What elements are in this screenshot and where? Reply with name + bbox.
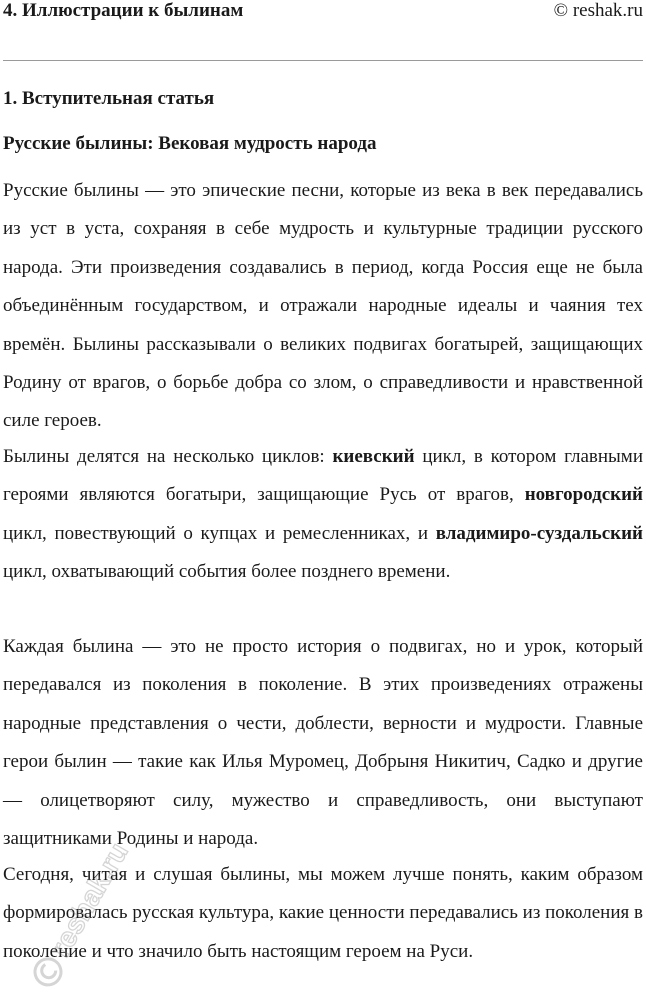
paragraph-cycles <box>3 438 643 592</box>
paragraph-text: цикл, повествующий о купцах и ремесленниках, и <box>3 522 436 544</box>
term-vladimir-suzdal-cycle: владимиро-суздальский <box>435 522 643 544</box>
header-divider <box>3 60 643 61</box>
article-title: Русские былины: Вековая мудрость народа <box>3 133 377 154</box>
paragraph-text: цикл, в котором главными героями являются богатыри, защищающие Русь от врагов, <box>3 446 643 506</box>
section-title: 1. Вступительная статья <box>3 88 215 109</box>
term-novgorod-cycle: новгородский <box>524 484 643 506</box>
paragraph-text: Былины делятся на несколько циклов: <box>3 446 333 467</box>
paragraph-lesson: Каждая былина — это не просто история о подвигах, но и урок, который передавался из поколения в поколение. В этих произведениях отражены народные представления о чести, доблести, верности и мудрости. Главные герои былин — такие как Илья Муромец, Добрыня Никитич, Садко и другие — олицетворяют силу, мужество и справедливость, они выступают защитниками Родины и народа. <box>3 636 643 850</box>
paragraph-today: Сегодня, читая и слушая былины, мы можем лучше понять, каким образом формировалась русская культура, какие ценности передавались из поколения в поколение и что значило быть настоящим героем на Руси. <box>3 864 643 962</box>
watermark-text: reshak.ru <box>44 837 135 963</box>
paragraph-text: цикл, охватывающий события более позднего времени. <box>3 561 451 583</box>
copyright-notice: © reshak.ru <box>553 0 643 21</box>
term-kiev-cycle: киевский <box>332 446 415 467</box>
chapter-title: 4. Иллюстрации к былинам <box>3 0 244 21</box>
page-header <box>3 0 643 24</box>
paragraph-intro: Русские былины — это эпические песни, которые из века в век передавались из уст в уста, сохраняя в себе мудрость и культурные традиции русского народа. Эти произведения создавались в период, когда Россия еще не была объединённым государством, и отражали народные идеалы и чаяния тех времён. Былины рассказывали о великих подвигах богатырей, защищающих Родину от врагов, о борьбе добра со злом, о справедливости и нравственной силе героев. <box>3 180 643 432</box>
